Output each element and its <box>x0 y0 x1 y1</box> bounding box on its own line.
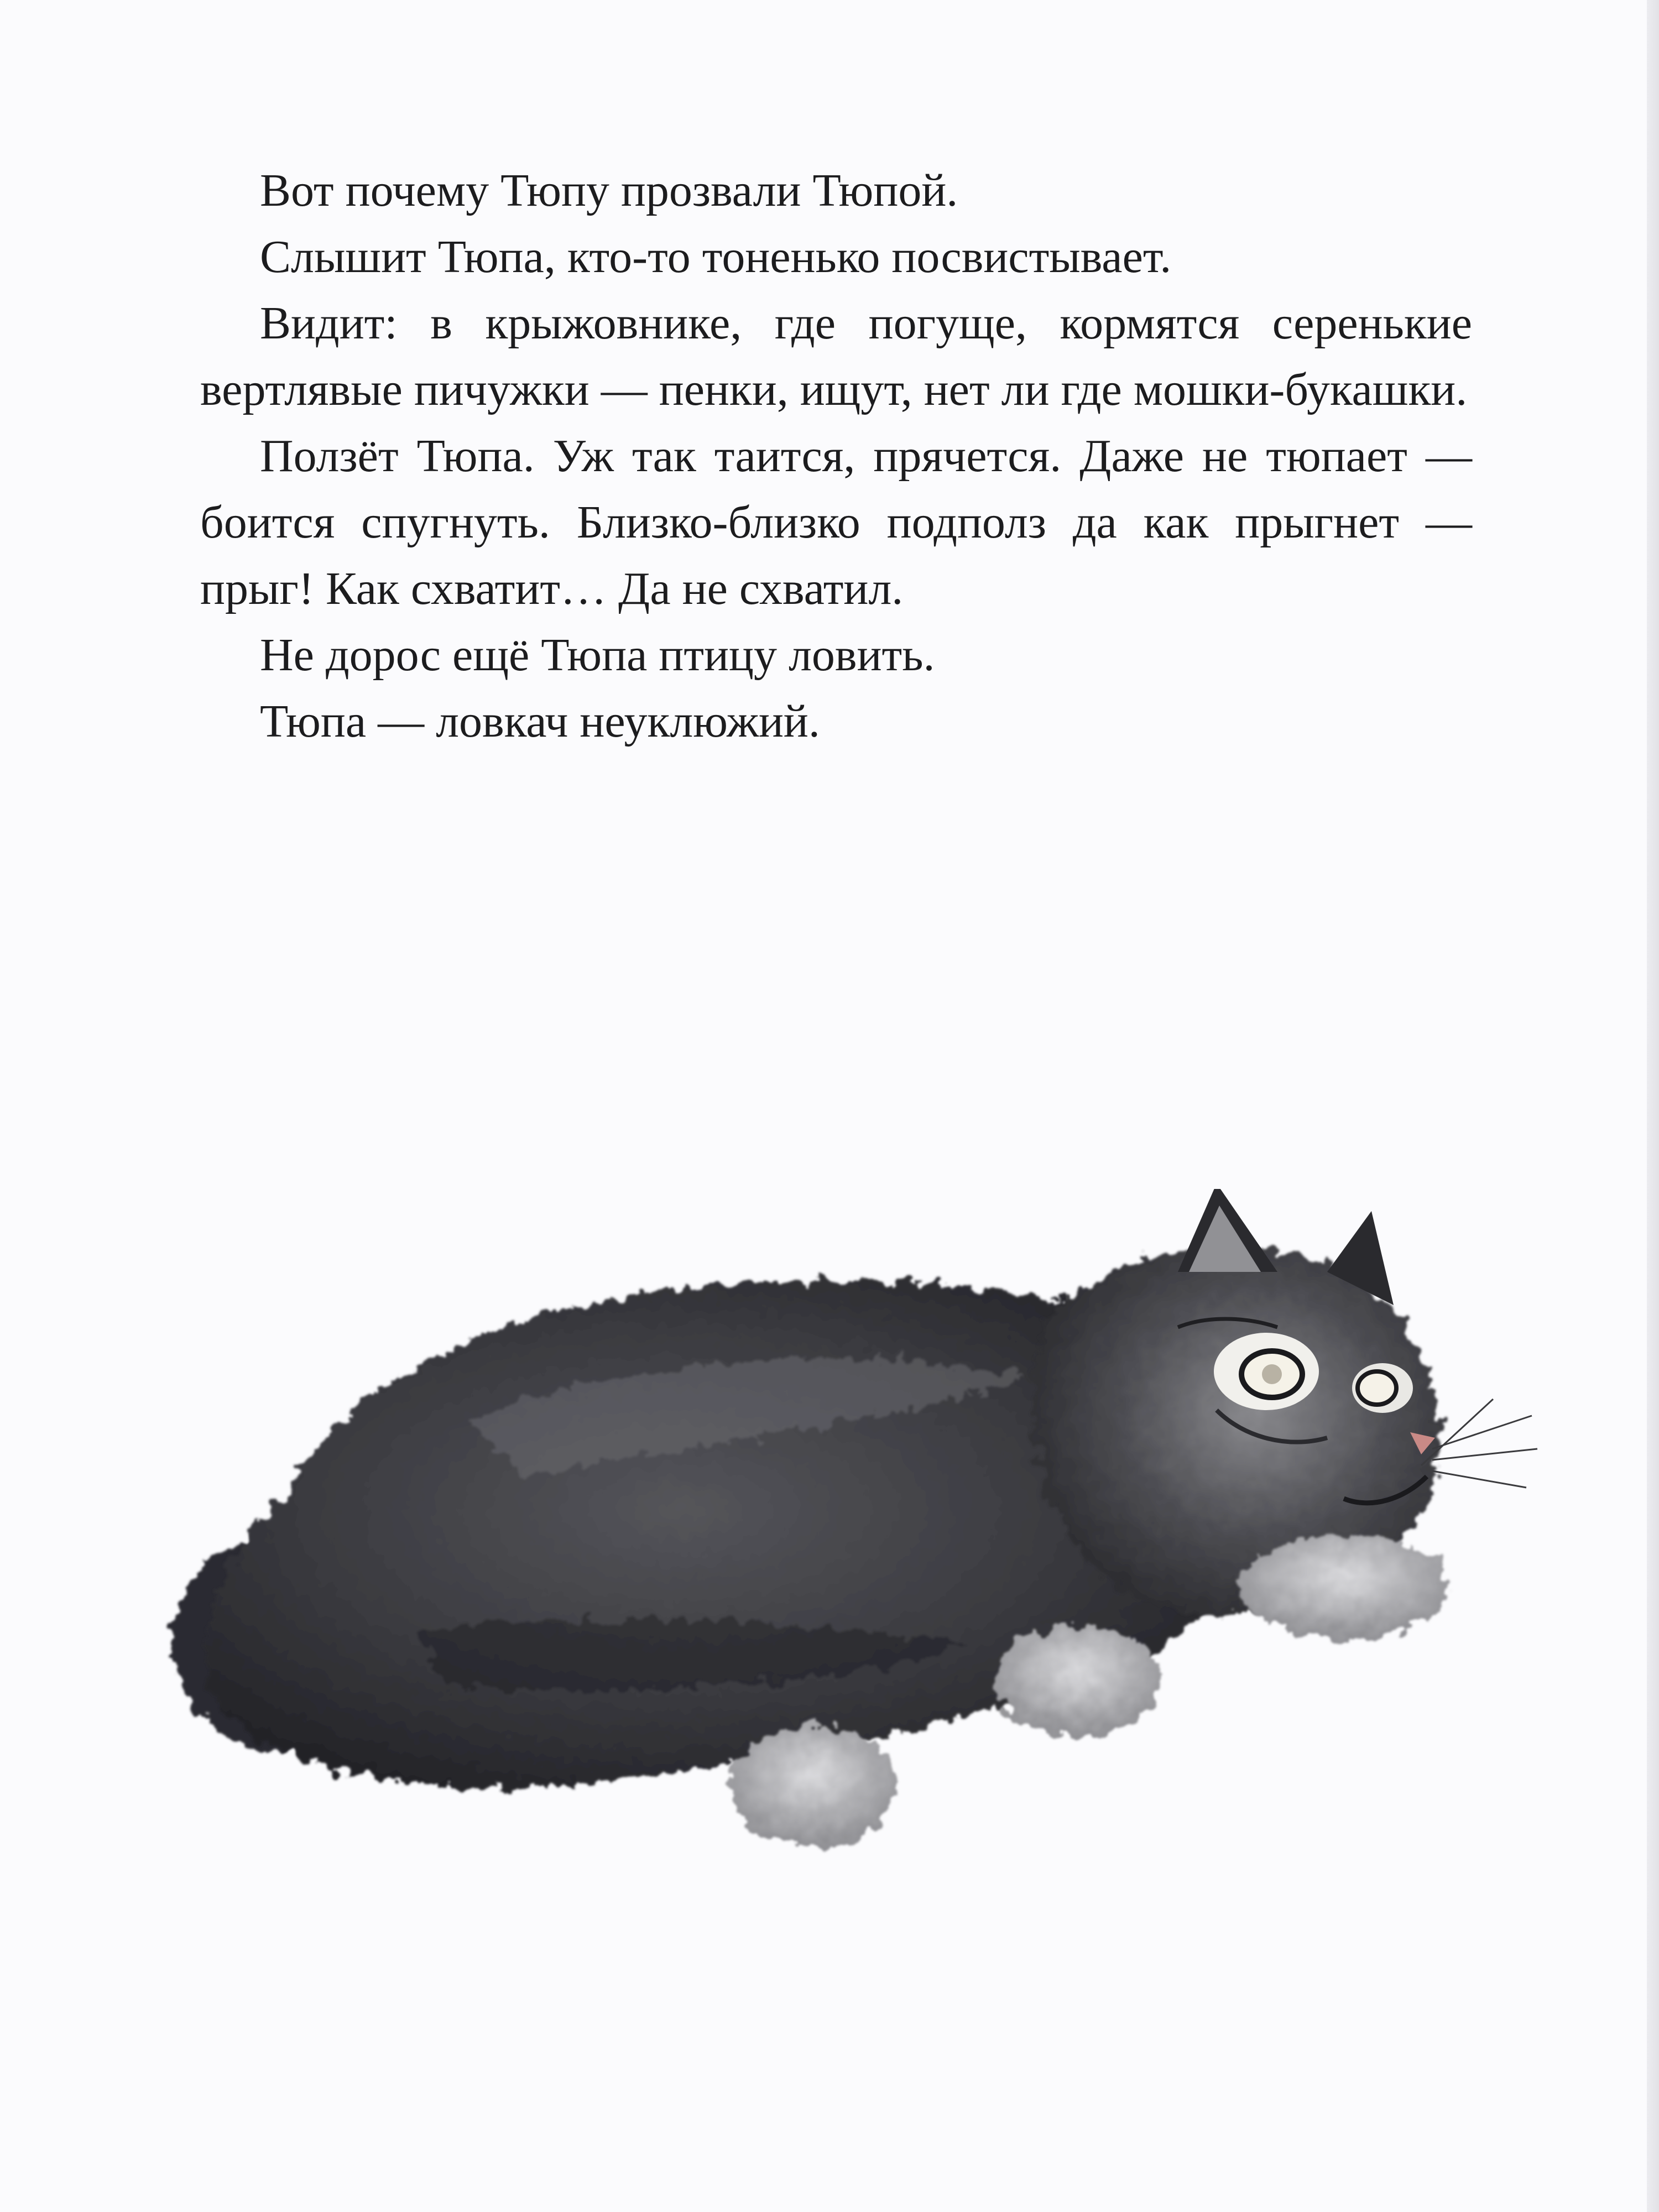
paragraph-4: Ползёт Тюпа. Уж так таится, прячется. Даже не тюпает — боится спугнуть. Близко-близко подполз да как прыгнет — прыг! Как схватит… Да не схватил. <box>200 430 1472 614</box>
story-text <box>200 158 1472 755</box>
eye-right <box>1358 1371 1396 1405</box>
back-paw <box>730 1725 896 1847</box>
page-edge <box>1647 0 1659 2212</box>
paragraph-3: Видит: в крыжовнике, где погуще, кормятся серенькие вертлявые пичужки — пенки, ищут, нет ли где мошки-букашки. <box>200 298 1472 415</box>
paragraph-2: Слышит Тюпа, кто-то тоненько посвистывает. <box>260 231 1172 283</box>
kitten-illustration <box>138 1189 1548 1991</box>
paragraph-6: Тюпа — ловкач неуклюжий. <box>260 696 820 747</box>
front-paw <box>1239 1535 1449 1640</box>
paragraph-5: Не дорос ещё Тюпа птицу ловить. <box>260 629 935 681</box>
paragraph-1: Вот почему Тюпу прозвали Тюпой. <box>260 165 958 216</box>
middle-paw <box>995 1626 1161 1736</box>
